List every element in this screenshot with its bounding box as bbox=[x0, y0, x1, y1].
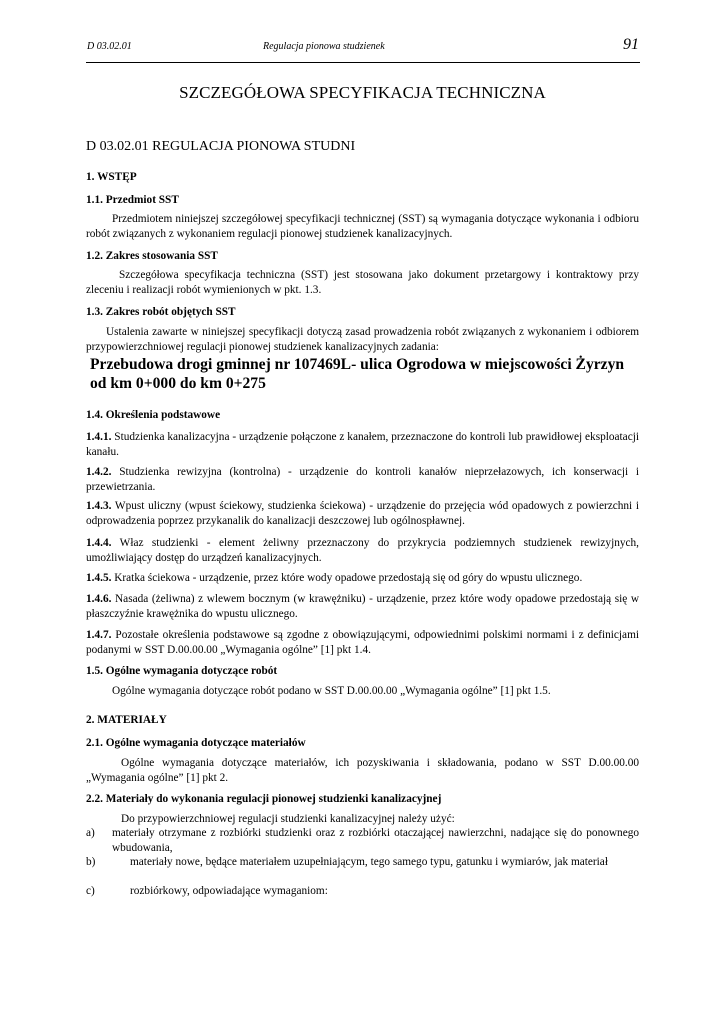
section-1-1-text: Przedmiotem niniejszej szczegółowej specyfikacji technicznej (SST) są wymagania dotyczące wykonania i odbioru robót związanych z wykonaniem regulacji pionowej studzienek kanalizacyjnych. bbox=[86, 213, 639, 240]
section-2-1-text: Ogólne wymagania dotyczące materiałów, ich pozyskiwania i składowania, podano w SST D.00.00.00 „Wymagania ogólne” [1] pkt 2. bbox=[86, 757, 639, 784]
section-1-heading: 1. WSTĘP bbox=[86, 171, 137, 183]
page-header bbox=[87, 37, 639, 61]
header-divider bbox=[86, 62, 640, 63]
definition-text: Studzienka kanalizacyjna - urządzenie połączone z kanałem, przeznaczone do kontroli lub prawidłowej eksploatacji kanału. bbox=[86, 431, 639, 458]
project-name: Przebudowa drogi gminnej nr 107469L- ulica Ogrodowa w miejscowości Żyrzyn od km 0+000 do km 0+275 bbox=[90, 356, 625, 392]
section-1-3-text: Ustalenia zawarte w niniejszej specyfikacji dotyczą zasad prowadzenia robót związanych z wykonaniem i odbiorem przypowierzchniowej regulacji pionowej studzienek kanalizacyjnych zadania: bbox=[86, 326, 639, 353]
list-marker: a) bbox=[86, 827, 95, 839]
definition-text: Właz studzienki - element żeliwny przeznaczony do przykrycia podziemnych studzienek rewizyjnych, umożliwiający dostęp do urządzeń kanalizacyjnych. bbox=[86, 537, 640, 564]
section-1-4-heading: 1.4. Określenia podstawowe bbox=[86, 409, 221, 421]
section-2-2-heading: 2.2. Materiały do wykonania regulacji pionowej studzienki kanalizacyjnej bbox=[86, 793, 442, 805]
spec-title: D 03.02.01 REGULACJA PIONOWA STUDNI bbox=[86, 139, 356, 154]
list-item-text: materiały otrzymane z rozbiórki studzienki oraz z rozbiórki otaczającej nawierzchni, nadające się do ponownego wbudowania, bbox=[112, 827, 639, 854]
definition-1-4-5 bbox=[86, 571, 639, 586]
definition-number: 1.4.1. bbox=[86, 431, 112, 443]
definition-1-4-2 bbox=[86, 465, 639, 494]
section-1-3-heading: 1.3. Zakres robót objętych SST bbox=[86, 306, 236, 318]
header-code: D 03.02.01 bbox=[87, 41, 132, 52]
section-2-1-heading: 2.1. Ogólne wymagania dotyczące materiałów bbox=[86, 737, 306, 749]
definition-1-4-3 bbox=[86, 499, 639, 528]
section-2-heading: 2. MATERIAŁY bbox=[86, 714, 167, 726]
definition-text: Kratka ściekowa - urządzenie, przez które wody opadowe przedostają się od góry do wpustu ulicznego. bbox=[114, 572, 583, 584]
list-item bbox=[86, 884, 639, 899]
document-title: SZCZEGÓŁOWA SPECYFIKACJA TECHNICZNA bbox=[179, 83, 546, 102]
page-number: 91 bbox=[623, 36, 639, 53]
definition-text: Wpust uliczny (wpust ściekowy, studzienka ściekowa) - urządzenie do przejęcia wód opadowych z powierzchni i odprowadzenia poprzez przykanalik do kanalizacji deszczowej lub ogólnospławnej. bbox=[86, 500, 639, 527]
definition-text: Nasada (żeliwna) z wlewem bocznym (w krawężniku) - urządzenie, przez które wody opadowe przedostają się w płaszczyźnie krawężnika do wpustu ulicznego. bbox=[86, 593, 639, 620]
definition-number: 1.4.3. bbox=[86, 500, 112, 512]
definition-number: 1.4.6. bbox=[86, 593, 112, 605]
definition-text: Pozostałe określenia podstawowe są zgodne z obowiązującymi, odpowiednimi polskimi normami i z definicjami podanymi w SST D.00.00.00 „Wymagania ogólne” [1] pkt 1.4. bbox=[86, 629, 639, 656]
section-2-2-intro: Do przypowierzchniowej regulacji studzienki kanalizacyjnej należy użyć: bbox=[121, 813, 455, 825]
list-marker: b) bbox=[86, 856, 96, 868]
definition-number: 1.4.2. bbox=[86, 466, 112, 478]
list-item bbox=[86, 855, 639, 870]
section-1-2-text: Szczegółowa specyfikacja techniczna (SST) jest stosowana jako dokument przetargowy i kontraktowy przy zleceniu i realizacji robót wymienionych w pkt. 1.3. bbox=[86, 269, 639, 296]
section-1-5-text: Ogólne wymagania dotyczące robót podano w SST D.00.00.00 „Wymagania ogólne” [1] pkt 1.5. bbox=[112, 685, 551, 697]
definition-number: 1.4.4. bbox=[86, 537, 112, 549]
list-item-text: rozbiórkowy, odpowiadające wymaganiom: bbox=[130, 885, 328, 897]
list-item-text: materiały nowe, będące materiałem uzupełniającym, tego samego typu, gatunku i wymiarów, jak materiał bbox=[130, 856, 608, 868]
section-1-2-heading: 1.2. Zakres stosowania SST bbox=[86, 250, 218, 262]
definition-number: 1.4.7. bbox=[86, 629, 112, 641]
definition-1-4-7 bbox=[86, 628, 639, 657]
section-1-1-heading: 1.1. Przedmiot SST bbox=[86, 194, 179, 206]
list-marker: c) bbox=[86, 885, 95, 897]
section-1-5-heading: 1.5. Ogólne wymagania dotyczące robót bbox=[86, 665, 278, 677]
definition-1-4-1 bbox=[86, 430, 639, 459]
list-item bbox=[86, 826, 639, 855]
definition-1-4-6 bbox=[86, 592, 639, 621]
definition-number: 1.4.5. bbox=[86, 572, 112, 584]
header-title: Regulacja pionowa studzienek bbox=[263, 41, 385, 52]
definition-text: Studzienka rewizyjna (kontrolna) - urządzenie do kontroli kanałów nieprzełazowych, ich konserwacji i przewietrzania. bbox=[86, 466, 639, 493]
definition-1-4-4 bbox=[86, 536, 639, 565]
